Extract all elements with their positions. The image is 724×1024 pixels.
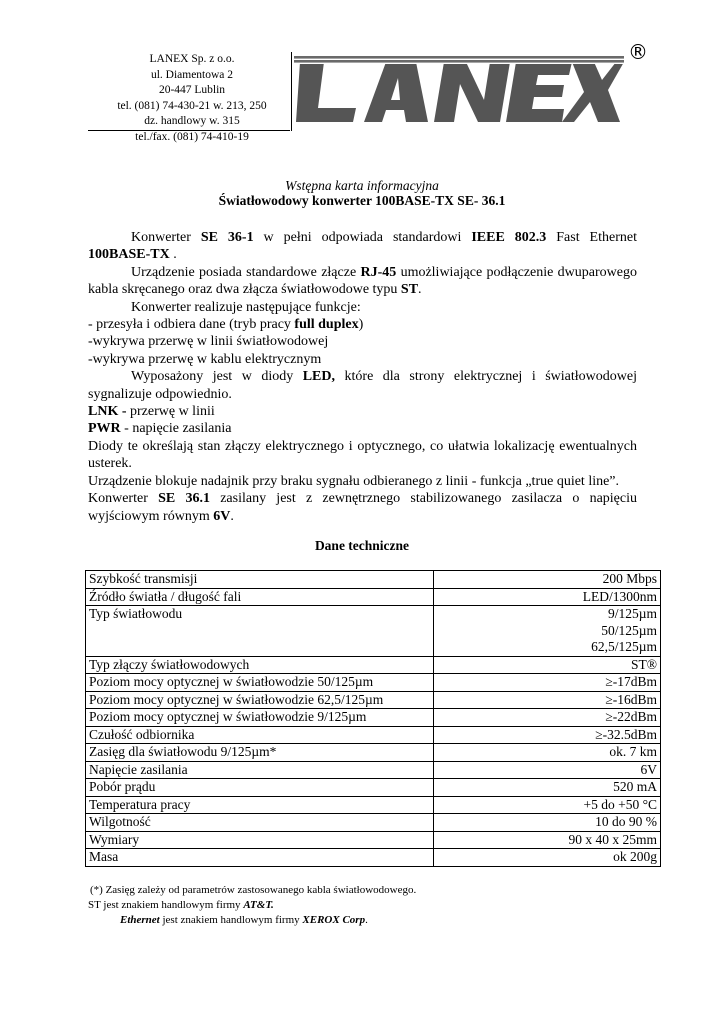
led-lnk: LNK - przerwę w linii [88, 404, 215, 420]
table-row [86, 779, 661, 797]
table-row [86, 744, 661, 762]
spec-name: Wymiary [86, 831, 434, 849]
spec-value: 9/125µm 50/125µm 62,5/125µm [434, 606, 661, 657]
footnote-st-trademark: ST jest znakiem handlowym firmy AT&T. [88, 899, 274, 911]
table-row [86, 831, 661, 849]
spec-value: 10 do 90 % [434, 814, 661, 832]
spec-value: ok. 7 km [434, 744, 661, 762]
company-address [92, 52, 292, 145]
spec-value: ≥-16dBm [434, 691, 661, 709]
spec-value: +5 do +50 °C [434, 796, 661, 814]
paragraph-functions-intro: Konwerter realizuje następujące funkcje: [131, 299, 361, 315]
company-street: ul. Diamentowa 2 [150, 68, 234, 81]
spec-value: ST® [434, 656, 661, 674]
spec-name: Zasięg dla światłowodu 9/125µm* [86, 744, 434, 762]
table-row [86, 674, 661, 692]
paragraph-diodes: Diody te określają stan złączy elektrycznego i optycznego, co ułatwia lokalizację ewentualnych usterek. [88, 438, 637, 472]
spec-value: ≥-32.5dBm [434, 726, 661, 744]
spec-name: Źródło światła / długość fali [86, 588, 434, 606]
spec-value: 520 mA [434, 779, 661, 797]
spec-name: Typ złączy światłowodowych [86, 656, 434, 674]
paragraph-standard: Konwerter SE 36-1 w pełni odpowiada standardowi IEEE 802.3 Fast Ethernet 100BASE-TX . [88, 230, 637, 263]
document-title: Światłowodowy konwerter 100BASE-TX SE- 36.1 [218, 193, 506, 208]
spec-value: ≥-22dBm [434, 709, 661, 727]
specs-section-title: Dane techniczne [314, 538, 410, 553]
paragraph-leds: Wyposażony jest w diody LED, które dla strony elektrycznej i światłowodowej sygnalizuje odpowiednio. [88, 369, 637, 402]
spec-value: 90 x 40 x 25mm [434, 831, 661, 849]
table-row [86, 709, 661, 727]
spec-name: Pobór prądu [86, 779, 434, 797]
spec-name: Masa [86, 849, 434, 867]
paragraph-true-quiet: Urządzenie blokuje nadajnik przy braku sygnału odbieranego z linii - funkcja „true quiet line”. [88, 473, 620, 489]
company-name: LANEX Sp. z o.o. [149, 53, 235, 65]
spec-name: Poziom mocy optycznej w światłowodzie 50/125µm [86, 674, 434, 692]
table-row [86, 588, 661, 606]
table-row [86, 571, 661, 589]
table-row [86, 726, 661, 744]
table-row [86, 606, 661, 657]
table-row [86, 761, 661, 779]
paragraph-power-supply: Konwerter SE 36.1 zasilany jest z zewnętrznego stabilizowanego zasilacza o napięciu wyjściowym równym 6V. [88, 491, 637, 524]
footnote-range: (*) Zasięg zależy od parametrów zastosowanego kabla światłowodowego. [90, 884, 417, 896]
spec-name: Napięcie zasilania [86, 761, 434, 779]
spec-name: Wilgotność [86, 814, 434, 832]
logo-text: LANEX [457, 126, 461, 127]
company-phone: tel. (081) 74-430-21 w. 213, 250 [117, 99, 267, 112]
company-sales-ext: dz. handlowy w. 315 [144, 115, 240, 127]
spec-value: ≥-17dBm [434, 674, 661, 692]
spec-name: Poziom mocy optycznej w światłowodzie 62,5/125µm [86, 691, 434, 709]
document-body [88, 229, 637, 525]
spec-value: 200 Mbps [434, 571, 661, 589]
function-item: -wykrywa przerwę w kablu elektrycznym [88, 351, 322, 367]
table-row [86, 849, 661, 867]
spec-name: Poziom mocy optycznej w światłowodzie 9/125µm [86, 709, 434, 727]
function-item: - przesyła i odbiera dane (tryb pracy full duplex) [88, 317, 364, 333]
table-row [86, 796, 661, 814]
table-row [86, 656, 661, 674]
spec-value: LED/1300nm [434, 588, 661, 606]
spec-name: Temperatura pracy [86, 796, 434, 814]
spec-value: 6V [434, 761, 661, 779]
header-divider [291, 52, 292, 131]
company-city: 20-447 Lublin [158, 84, 226, 96]
spec-name: Szybkość transmisji [86, 571, 434, 589]
company-fax: tel./fax. (081) 74-410-19 [135, 130, 249, 143]
spec-name: Czułość odbiornika [86, 726, 434, 744]
function-item: -wykrywa przerwę w linii światłowodowej [88, 334, 329, 350]
spec-name: Typ światłowodu [86, 606, 434, 657]
led-pwr: PWR - napięcie zasilania [88, 421, 232, 437]
lanex-logo [294, 56, 624, 128]
table-row [86, 814, 661, 832]
paragraph-connectors: Urządzenie posiada standardowe złącze RJ-45 umożliwiające podłączenie dwuparowego kabla skręcanego oraz dwa złącza światłowodowe typu ST. [88, 264, 637, 298]
footnote-ethernet-trademark: Ethernet jest znakiem handlowym firmy XEROX Corp. [120, 914, 368, 926]
document-subtitle: Wstępna karta informacyjna [285, 178, 439, 193]
table-row [86, 691, 661, 709]
registered-trademark-icon: ® [628, 40, 648, 64]
header-rule [88, 130, 290, 131]
spec-value: ok 200g [434, 849, 661, 867]
specs-table [85, 570, 661, 867]
